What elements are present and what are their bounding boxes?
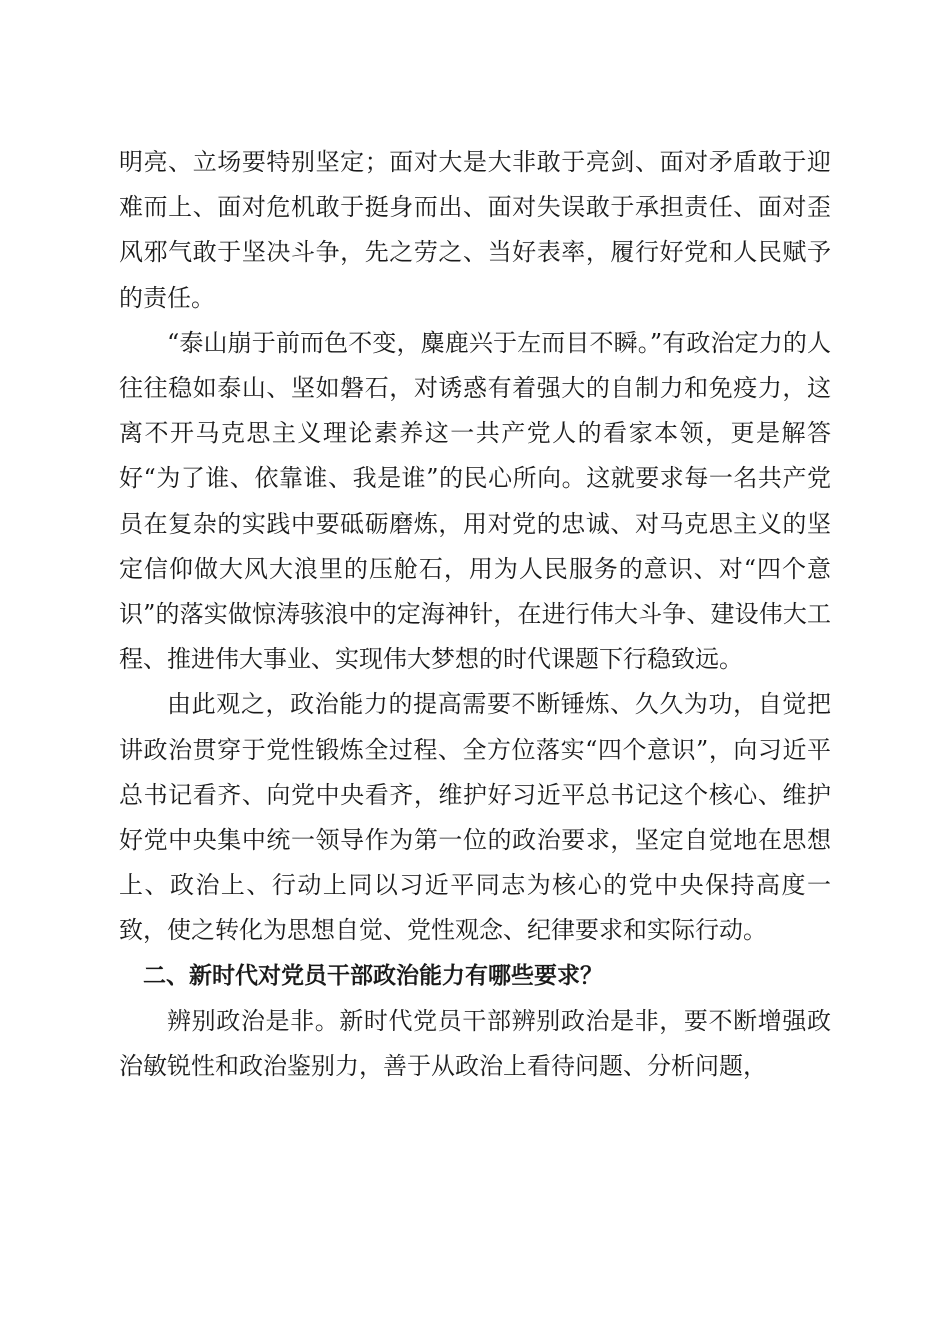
document-body [119, 140, 831, 1089]
paragraph-distinguish-politics: 辨别政治是非。新时代党员干部辨别政治是非，要不断增强政治敏锐性和政治鉴别力，善于从政治上看待问题、分析问题， [119, 1006, 831, 1081]
section-heading: 二、新时代对党员干部政治能力有哪些要求？ [143, 962, 603, 989]
paragraph-conclusion: 由此观之，政治能力的提高需要不断锤炼、久久为功，自觉把讲政治贯穿于党性锻炼全过程、全方位落实“四个意识”，向习近平总书记看齐、向党中央看齐，维护好习近平总书记这个核心、维护好党中央集中统一领导作为第一位的政治要求，坚定自觉地在思想上、政治上、行动上同以习近平同志为核心的党中央保持高度一致，使之转化为思想自觉、党性观念、纪律要求和实际行动。 [119, 690, 831, 945]
paragraph-continuation: 明亮、立场要特别坚定；面对大是大非敢于亮剑、面对矛盾敢于迎难而上、面对危机敢于挺身而出、面对失误敢于承担责任、面对歪风邪气敢于坚决斗争，先之劳之、当好表率，履行好党和人民赋予的责任。 [119, 148, 831, 312]
paragraph-political-steadiness: “泰山崩于前而色不变，麋鹿兴于左而目不瞬。”有政治定力的人往往稳如泰山、坚如磐石，对诱惑有着强大的自制力和免疫力，这离不开马克思主义理论素养这一共产党人的看家本领，更是解答好“为了谁、依靠谁、我是谁”的民心所向。这就要求每一名共产党员在复杂的实践中要砥砺磨炼，用对党的忠诚、对马克思主义的坚定信仰做大风大浪里的压舱石，用为人民服务的意识、对“四个意识”的落实做惊涛骇浪中的定海神针，在进行伟大斗争、建设伟大工程、推进伟大事业、实现伟大梦想的时代课题下行稳致远。 [119, 328, 831, 674]
